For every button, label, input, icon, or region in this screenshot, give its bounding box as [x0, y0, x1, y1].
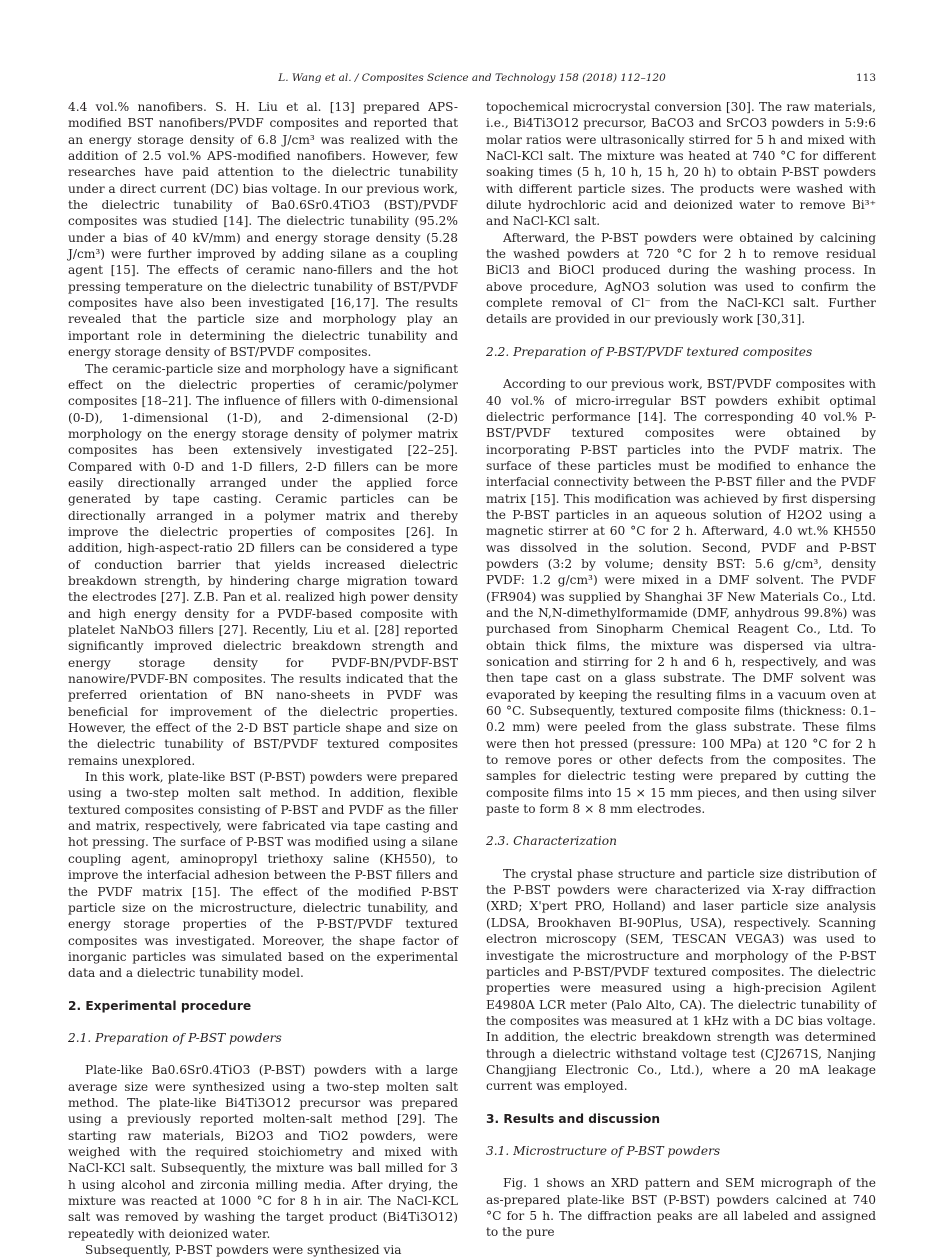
left-column — [68, 99, 458, 1258]
right-column — [486, 99, 876, 1241]
section-heading: 3. Results and discussion — [486, 1111, 661, 1126]
paragraph: 4.4 vol.% nanofibers. S. H. Liu et al. [13] prepared APS-modified BST nanofibers/PVDF composites and reported that an energy storage density of 6.8 J/cm³ was realized with the addition of 2.5 vol.% APS-modified nanofibers. However, few researches have paid attention to the dielectric tunability under a direct current (DC) bias voltage. In our previous work, the dielectric tunability of Ba0.6Sr0.4TiO3 (BST)/PVDF composites was studied [14]. The dielectric tunability (95.2% under a bias of 40 kV/mm) and energy storage density (5.28 J/cm³) were further improved by adding silane as a coupling agent [15]. The effects of ceramic nano-fillers and the hot pressing temperature on the dielectric tunability of BST/PVDF composites have also been investigated [16,17]. The results revealed that the particle size and morphology play an important role in determining the dielectric tunability and energy storage density of BST/PVDF composites. — [68, 100, 458, 360]
paragraph: Afterward, the P-BST powders were obtained by calcining the washed powders at 720 °C for 2 h to remove residual BiCl3 and BiOCl produced during the washing process. In above procedure, AgNO3 solution was used to confirm the complete removal of Cl⁻ from the NaCl-KCl salt. Further details are provided in our previously work [30,31]. — [486, 230, 876, 327]
page-number: 113 — [855, 72, 876, 84]
paragraph: topochemical microcrystal conversion [30]. The raw materials, i.e., Bi4Ti3O12 precursor, BaCO3 and SrCO3 powders in 5:9:6 molar ratios were ultrasonically stirred for 5 h and mixed with NaCl-KCl salt. The mixture was heated at 740 °C for different soaking times (5 h, 10 h, 15 h, 20 h) to obtain P-BST powders with different particle sizes. The products were washed with dilute hydrochloric acid and deionized water to remove Bi³⁺ and NaCl-KCl salt. — [486, 100, 876, 229]
running-head — [68, 72, 876, 88]
paragraph: According to our previous work, BST/PVDF composites with 40 vol.% of micro-irregular BST powders exhibit optimal dielectric performance [14]. The corresponding 40 vol.% P-BST/PVDF textured composites were obtained by incorporating P-BST particles into the PVDF matrix. The surface of these particles must be modified to enhance the interfacial connectivity between the P-BST filler and the PVDF matrix [15]. This modification was achieved by first dispersing the P-BST particles in an aqueous solution of H2O2 using a magnetic stirrer at 60 °C for 2 h. Afterward, 4.0 wt.% KH550 was dissolved in the solution. Second, PVDF and P-BST powders (3:2 by volume; density BST: 5.6 g/cm³, density PVDF: 1.2 g/cm³) were mixed in a DMF solvent. The PVDF (FR904) was supplied by Shanghai 3F New Materials Co., Ltd. and the N,N-dimethylformamide (DMF, anhydrous 99.8%) was purchased from Sinopharm Chemical Reagent Co., Ltd. To obtain thick films, the mixture was dispersed via ultra-sonication and stirring for 2 h and 6 h, respectively, and was then tape cast on a glass substrate. The DMF solvent was evaporated by keeping the resulting films in a vacuum oven at 60 °C. Subsequently, textured composite films (thickness: 0.1–0.2 mm) were peeled from the glass substrate. These films were then hot pressed (pressure: 100 MPa) at 120 °C for 2 h to remove pores or other defects from the composites. The samples for dielectric testing were prepared by cutting the composite films into 15 × 15 mm pieces, and then using silver paste to form 8 × 8 mm electrodes. — [486, 377, 876, 817]
paragraph: Fig. 1 shows an XRD pattern and SEM micrograph of the as-prepared plate-like BST (P-BST) powders calcined at 740 °C for 5 h. The diffraction peaks are all labeled and assigned to the pure — [486, 1176, 876, 1240]
paragraph: Plate-like Ba0.6Sr0.4TiO3 (P-BST) powders with a large average size were synthesized using a two-step molten salt method. The plate-like Bi4Ti3O12 precursor was prepared using a previously reported molten-salt method [29]. The starting raw materials, Bi2O3 and TiO2 powders, were weighed with the required stoichiometry and mixed with NaCl-KCl salt. Subsequently, the mixture was ball milled for 3 h using alcohol and zirconia milling media. After drying, the mixture was reacted at 1000 °C for 8 h in air. The NaCl-KCL salt was removed by washing the target product (Bi4Ti3O12) repeatedly with deionized water. — [68, 1063, 458, 1241]
subsection-heading: 2.3. Characterization — [486, 834, 617, 849]
subsection-heading: 2.2. Preparation of P-BST/PVDF textured composites — [486, 344, 813, 359]
journal-citation: L. Wang et al. / Composites Science and Technology 158 (2018) 112–120 — [278, 72, 666, 84]
paragraph: Subsequently, P-BST powders were synthesized via — [85, 1243, 402, 1258]
paragraph: The ceramic-particle size and morphology have a significant effect on the dielectric properties of ceramic/polymer composites [18–21]. The influence of fillers with 0-dimensional (0-D), 1-dimensional (1-D), and 2-dimensional (2-D) morphology on the energy storage density of polymer matrix composites has been extensively investigated [22–25]. Compared with 0-D and 1-D fillers, 2-D fillers can be more easily directionally arranged under the applied force generated by tape casting. Ceramic particles can be directionally arranged in a polymer matrix and thereby improve the dielectric properties of composites [26]. In addition, high-aspect-ratio 2D fillers can be considered a type of conduction barrier that yields increased dielectric breakdown strength, by hindering charge migration toward the electrodes [27]. Z.B. Pan et al. realized high power density and high energy density for a PVDF-based composite with platelet NaNbO3 fillers [27]. Recently, Liu et al. [28] reported significantly improved dielectric breakdown strength and energy storage density for PVDF-BN/PVDF-BST nanowire/PVDF-BN composites. The results indicated that the preferred orientation of BN nano-sheets in PVDF was beneficial for improvement of the dielectric properties. However, the effect of the 2-D BST particle shape and size on the dielectric tunability of BST/PVDF textured composites remains unexplored. — [68, 361, 458, 768]
section-heading: 2. Experimental procedure — [68, 998, 252, 1013]
subsection-heading: 3.1. Microstructure of P-BST powders — [486, 1143, 721, 1158]
subsection-heading: 2.1. Preparation of P-BST powders — [68, 1030, 282, 1045]
paragraph: In this work, plate-like BST (P-BST) powders were prepared using a two-step molten salt method. In addition, flexible textured composites consisting of P-BST and PVDF as the filler and matrix, respectively, were fabricated via tape casting and hot pressing. The surface of P-BST was modified using a silane coupling agent, aminopropyl triethoxy saline (KH550), to improve the interfacial adhesion between the P-BST fillers and the PVDF matrix [15]. The effect of the modified P-BST particle size on the microstructure, dielectric tunability, and energy storage properties of the P-BST/PVDF textured composites was investigated. Moreover, the shape factor of inorganic particles was simulated based on the experimental data and a dielectric tunability model. — [68, 770, 458, 981]
paragraph: The crystal phase structure and particle size distribution of the P-BST powders were characterized via X-ray diffraction (XRD; X'pert PRO, Holland) and laser particle size analysis (LDSA, Brookhaven BI-90Plus, USA), respectively. Scanning electron microscopy (SEM, TESCAN VEGA3) was used to investigate the microstructure and morphology of the P-BST particles and P-BST/PVDF textured composites. The dielectric properties were measured using a high-precision Agilent E4980A LCR meter (Palo Alto, CA). The dielectric tunability of the composites was measured at 1 kHz with a DC bias voltage. In addition, the electric breakdown strength was determined through a dielectric withstand voltage test (CJ2671S, Nanjing Changjiang Electronic Co., Ltd.), where a 20 mA leakage current was employed. — [486, 866, 876, 1094]
